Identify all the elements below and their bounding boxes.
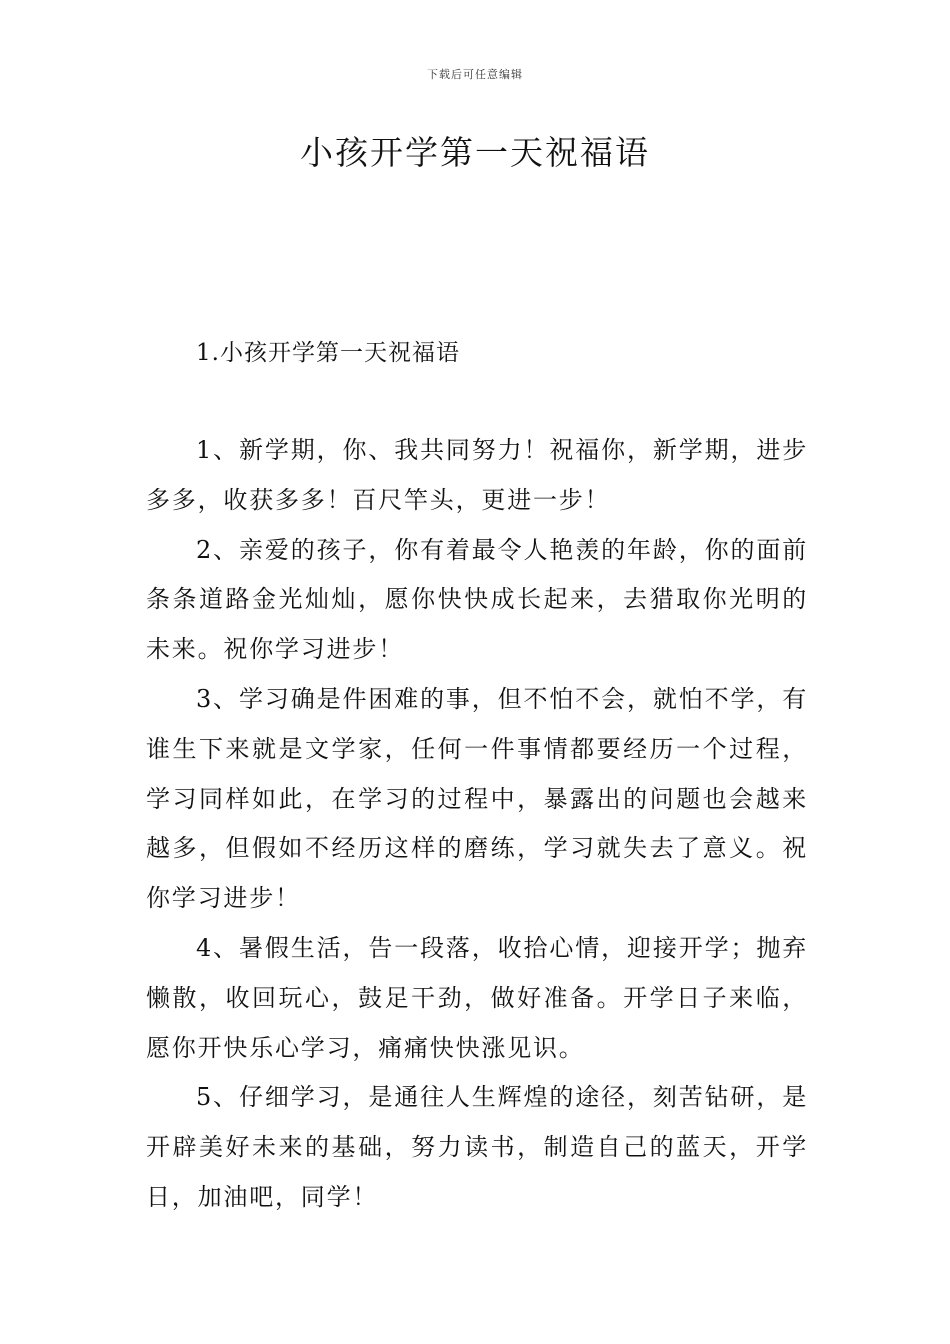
section-heading: 1.小孩开学第一天祝福语 <box>196 340 460 366</box>
paragraph-2: 2、亲爱的孩子，你有着最令人艳羡的年龄，你的面前条条道路金光灿灿，愿你快快成长起来，去猎取你光明的未来。祝你学习进步！ <box>146 535 808 664</box>
paragraph-1: 1、新学期，你、我共同努力！祝福你，新学期，进步多多，收获多多！百尺竿头，更进一步！ <box>146 436 808 514</box>
document-title: 小孩开学第一天祝福语 <box>300 133 650 172</box>
paragraph-4: 4、暑假生活，告一段落，收拾心情，迎接开学；抛弃懒散，收回玩心，鼓足干劲，做好准备。开学日子来临，愿你开快乐心学习，痛痛快快涨见识。 <box>146 933 808 1062</box>
paragraph-5: 5、仔细学习，是通往人生辉煌的途径，刻苦钻研，是开辟美好未来的基础，努力读书，制造自己的蓝天，开学日，加油吧，同学！ <box>146 1083 808 1211</box>
paragraph-3: 3、学习确是件困难的事，但不怕不会，就怕不学，有谁生下来就是文学家，任何一件事情都要经历一个过程，学习同样如此，在学习的过程中，暴露出的问题也会越来越多，但假如不经历这样的磨练，学习就失去了意义。祝你学习进步！ <box>146 684 808 913</box>
header-note: 下载后可任意编辑 <box>427 68 523 81</box>
document-body <box>146 426 808 1223</box>
